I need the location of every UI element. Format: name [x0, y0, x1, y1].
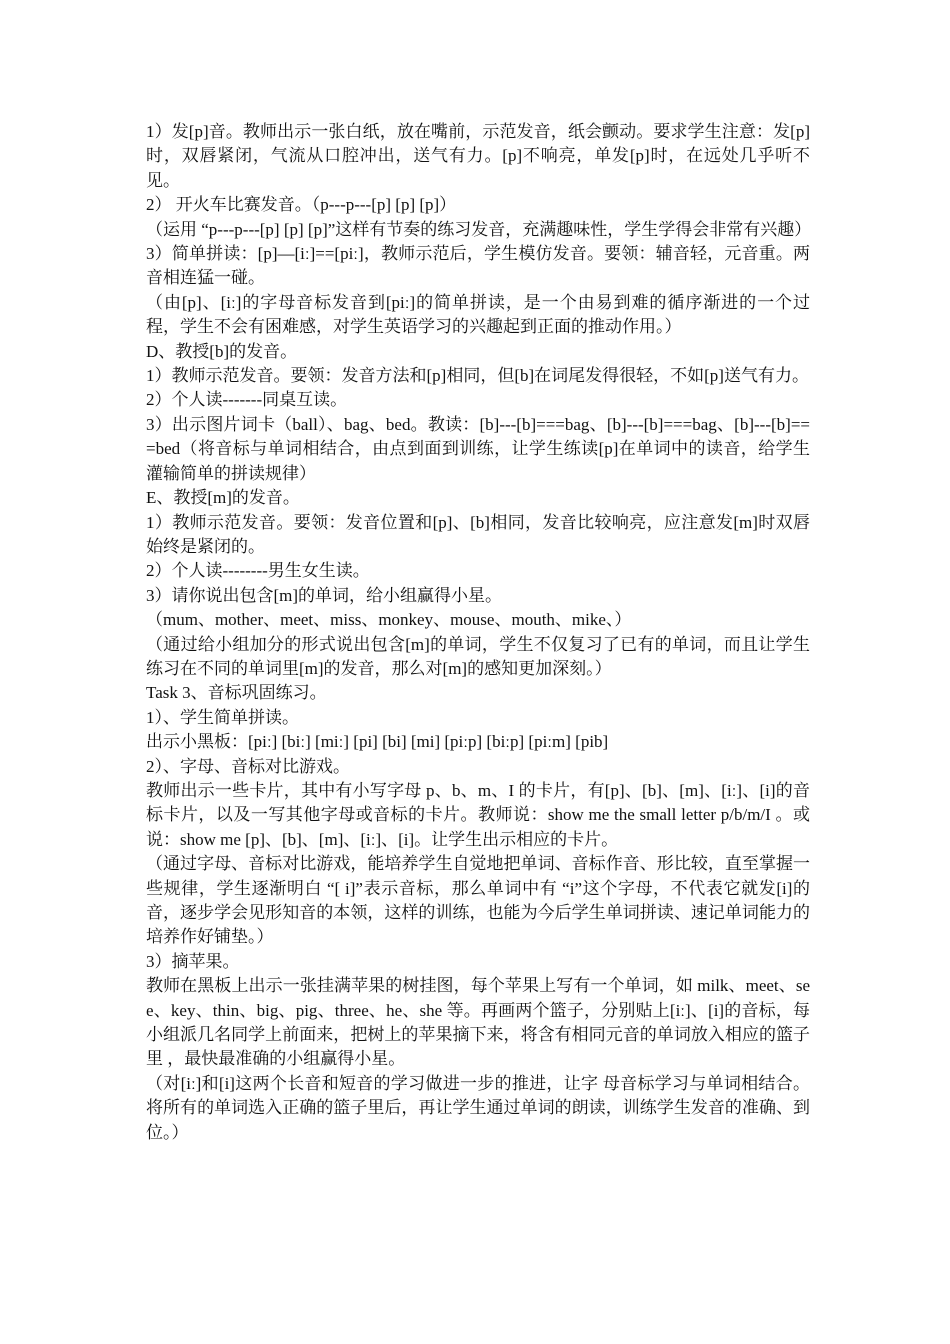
paragraph: 2）个人读-------同桌互读。	[146, 390, 348, 410]
paragraph: 3）请你说出包含[m]的单词，给小组赢得小星。	[146, 585, 503, 605]
paragraph: 1）发[p]音。教师出示一张白纸，放在嘴前，示范发音，纸会颤动。要求学生注意：发[p]时，双唇紧闭，气流从口腔冲出，送气有力。[p]不响亮，单发[p]时，在远处几乎听不见。	[146, 122, 810, 190]
paragraph: （运用 “p---p---[p] [p] [p]”这样有节奏的练习发音，充满趣味性，学生学得会非常有兴趣）	[146, 219, 812, 239]
paragraph: 3）摘苹果。	[146, 951, 240, 971]
paragraph: 3）简单拼读：[p]—[iː]==[piː]，教师示范后，学生模仿发音。要领：辅音轻，元音重。两音相连猛一碰。	[146, 244, 810, 288]
paragraph: （通过给小组加分的形式说出包含[m]的单词，学生不仅复习了已有的单词，而且让学生练习在不同的单词里[m]的发音，那么对[m]的感知更加深刻。）	[146, 634, 810, 678]
paragraph: （由[p]、[iː]的字母音标发音到[piː]的简单拼读，是一个由易到难的循序渐进的一个过程，学生不会有困难感，对学生英语学习的兴趣起到正面的推动作用。）	[146, 292, 810, 337]
section-heading-d: D、教授[b]的发音。	[146, 341, 298, 361]
paragraph: 1）、学生简单拼读。	[146, 707, 299, 727]
section-heading-e: E、教授[m]的发音。	[146, 488, 300, 508]
phonetic-list: 出示小黑板：[piː] [biː] [miː] [pi] [bi] [mi] [piːp] [biːp] [piːm] [pib]	[146, 732, 609, 752]
paragraph: 2）个人读--------男生女生读。	[146, 561, 370, 581]
paragraph: 2）、字母、音标对比游戏。	[146, 756, 350, 776]
paragraph: 教师在黑板上出示一张挂满苹果的树挂图，每个苹果上写有一个单词，如 milk、meet、see、key、thin、big、pig、three、he、she 等。再画两个篮子，分别贴上[iː]、[i]的音标，每小组派几名同学上前面来，把树上的苹果摘下来，将含有相同元音的单词放入相应的篮子里 ，最快最准确的小组赢得小星。	[146, 976, 810, 1069]
paragraph: 2） 开火车比赛发音。（p---p---[p] [p] [p]）	[146, 195, 457, 215]
word-list: （mum、mother、meet、miss、monkey、mouse、mouth、mike、）	[146, 610, 632, 630]
paragraph: 教师出示一些卡片，其中有小写字母 p、b、m、I 的卡片，有[p]、[b]、[m]、[iː]、[i]的音标卡片，以及一写其他字母或音标的卡片。教师说：show me the small letter p/b/m/I 。或说：show me [p]、[b]、[m]、[iː]、[i]。让学生出示相应的卡片。	[146, 780, 810, 849]
paragraph: 3）出示图片词卡（ball）、bag、bed。教读：[b]---[b]===bag、[b]---[b]===bag、[b]---[b]===bed（将音标与单词相结合，由点到面到训练，让学生练读[p]在单词中的读音，给学生灌输简单的拼读规律）	[146, 414, 810, 483]
paragraph: 1）教师示范发音。要领：发音位置和[p]、[b]相同，发音比较响亮，应注意发[m]时双唇始终是紧闭的。	[146, 512, 810, 556]
paragraph: （对[iː]和[i]这两个长音和短音的学习做进一步的推进，让字 母音标学习与单词相结合。将所有的单词选入正确的篮子里后，再让学生通过单词的朗读，训练学生发音的准确、到位。）	[146, 1073, 810, 1142]
document-body	[146, 120, 810, 1145]
section-heading-task3: Task 3、音标巩固练习。	[146, 683, 327, 703]
paragraph: （通过字母、音标对比游戏，能培养学生自觉地把单词、音标作音、形比较，直至掌握一些规律，学生逐渐明白 “[ i]”表示音标，那么单词中有 “i”这个字母，不代表它就发[i]的音，逐步学会见形知音的本领，这样的训练，也能为今后学生单词拼读、速记单词能力的培养作好铺垫。）	[146, 854, 810, 947]
paragraph: 1）教师示范发音。要领：发音方法和[p]相同，但[b]在词尾发得很轻，不如[p]送气有力。	[146, 366, 809, 386]
